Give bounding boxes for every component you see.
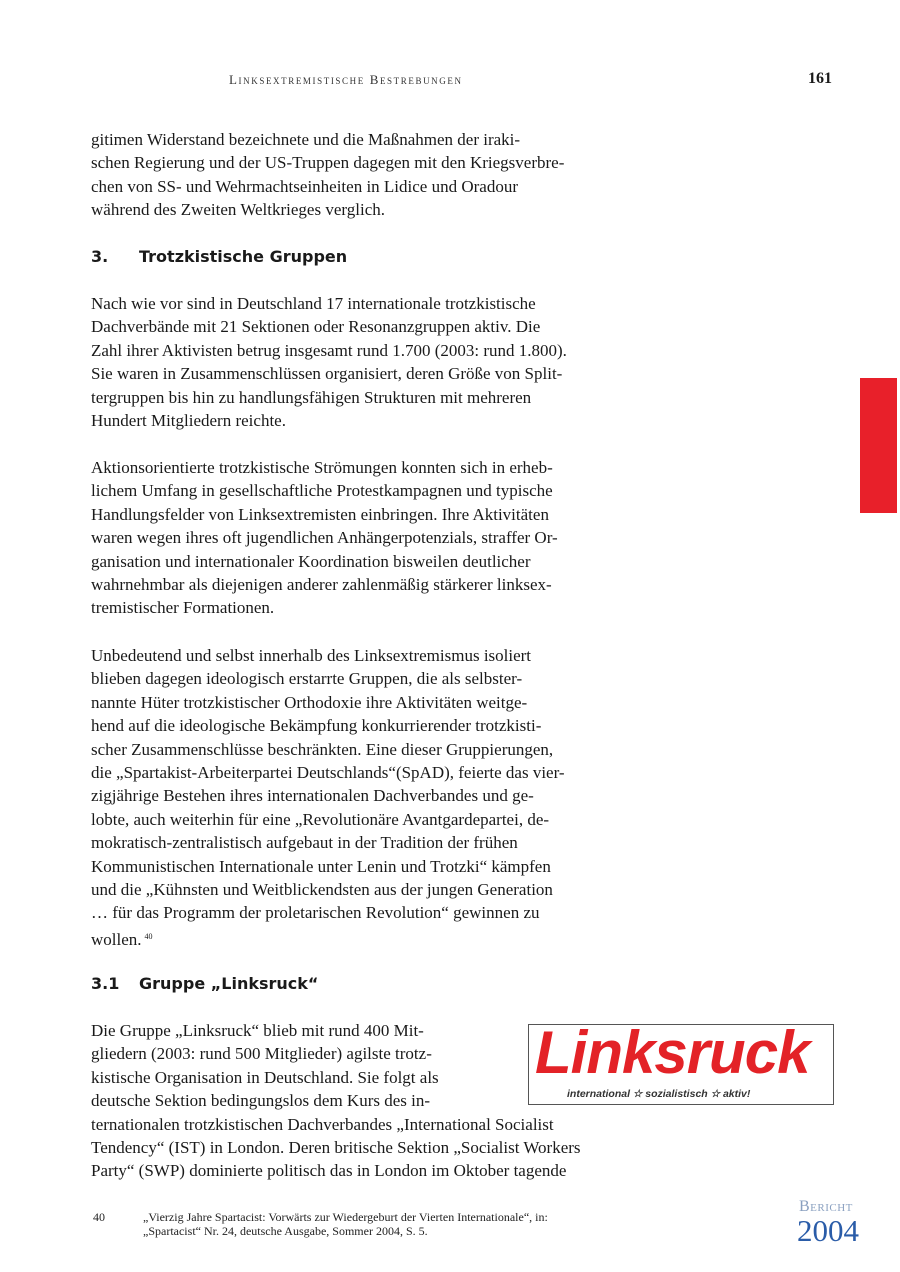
text-line: gitimen Widerstand bezeichnete und die Maßnahmen der iraki- — [91, 130, 521, 149]
paragraph-2 — [91, 292, 567, 432]
heading-gruppe-linksruck — [91, 974, 318, 994]
text-line: mokratisch-zentralistisch aufgebaut in der Tradition der frühen — [91, 833, 518, 853]
linksruck-logo — [528, 1024, 834, 1105]
text-line: „Vierzig Jahre Spartacist: Vorwärts zur Wiedergeburt der Vierten Internationale“, in: — [143, 1210, 548, 1224]
text-line: Die Gruppe „Linksruck“ blieb mit rund 400 Mit- — [91, 1021, 424, 1040]
text-line: wahrnehmbar als diejenigen anderer zahlenmäßig stärkerer linksex- — [91, 575, 552, 595]
heading-trotzkistische-gruppen — [91, 247, 347, 267]
text-line: Unbedeutend und selbst innerhalb des Linksextremismus isoliert — [91, 646, 532, 665]
text-line: Zahl ihrer Aktivisten betrug insgesamt rund 1.700 (2003: rund 1.800). — [91, 340, 567, 360]
text-line: Tendency“ (IST) in London. Deren britische Sektion „Socialist Workers — [91, 1138, 581, 1158]
footnote-number: 40 — [93, 1210, 105, 1224]
brand-year: 2004 — [797, 1213, 859, 1248]
footnote-text — [143, 1210, 548, 1238]
text-line-content: wollen. — [91, 929, 142, 949]
paragraph-1 — [91, 128, 564, 222]
text-line: kistische Organisation in Deutschland. Sie folgt als — [91, 1067, 439, 1087]
text-line: gliedern (2003: rund 500 Mitglieder) agilste trotz- — [91, 1044, 432, 1064]
text-line: die „Spartakist-Arbeiterpartei Deutschlands“(SpAD), feierte das vier- — [91, 763, 565, 783]
heading-title: Gruppe „Linksruck“ — [139, 974, 319, 993]
heading-title: Trotzkistische Gruppen — [139, 247, 348, 266]
text-line: hend auf die ideologische Bekämpfung konkurrierender trotzkisti- — [91, 716, 542, 736]
text-line: Kommunistischen Internationale unter Lenin und Trotzki“ kämpfen — [91, 856, 551, 876]
text-line: … für das Programm der proletarischen Revolution“ gewinnen zu — [91, 903, 540, 923]
text-line: Handlungsfelder von Linksextremisten einbringen. Ihre Aktivitäten — [91, 504, 549, 524]
section-marker-bar — [860, 378, 897, 513]
heading-number: 3. — [91, 247, 109, 266]
page-number: 161 — [808, 70, 832, 87]
heading-number: 3.1 — [91, 974, 120, 993]
text-line: ganisation und internationaler Koordination bisweilen deutlicher — [91, 551, 531, 571]
text-line: ternationalen trotzkistischen Dachverbandes „International Socialist — [91, 1114, 554, 1134]
paragraph-4 — [91, 644, 565, 951]
text-line: Party“ (SWP) dominierte politisch das in London im Oktober tagende — [91, 1161, 567, 1181]
text-line — [91, 925, 565, 951]
text-line: chen von SS- und Wehrmachtseinheiten in Lidice und Oradour — [91, 176, 518, 196]
text-line: nannte Hüter trotzkistischer Orthodoxie ihre Aktivitäten weitge- — [91, 692, 528, 712]
text-line: zigjährige Bestehen ihres internationalen Dachverbandes und ge- — [91, 786, 534, 806]
text-line: lobte, auch weiterhin für eine „Revolutionäre Avantgardepartei, de- — [91, 809, 550, 829]
text-line: Hundert Mitgliedern reichte. — [91, 411, 286, 431]
brand-label: Bericht — [799, 1198, 853, 1215]
text-line: schen Regierung und der US-Truppen dagegen mit den Kriegsverbre- — [91, 153, 565, 173]
text-line: Nach wie vor sind in Deutschland 17 internationale trotzkistische — [91, 294, 536, 313]
text-line: während des Zweiten Weltkrieges verglich. — [91, 200, 385, 220]
text-line: Aktionsorientierte trotzkistische Strömungen konnten sich in erheb- — [91, 458, 553, 477]
logo-tagline: international ☆ sozialistisch ☆ aktiv! — [567, 1088, 751, 1100]
paragraph-5 — [91, 1019, 581, 1183]
text-line: deutsche Sektion bedingungslos dem Kurs des in- — [91, 1091, 431, 1111]
text-line: waren wegen ihres oft jugendlichen Anhängerpotenzials, straffer Or- — [91, 528, 558, 548]
logo-wordmark: Linksruck — [535, 1024, 810, 1086]
running-header: Linksextremistische Bestrebungen — [229, 72, 463, 87]
text-line: lichem Umfang in gesellschaftliche Protestkampagnen und typische — [91, 481, 553, 501]
text-line: tremistischer Formationen. — [91, 598, 275, 618]
text-line: Dachverbände mit 21 Sektionen oder Resonanzgruppen aktiv. Die — [91, 317, 541, 337]
text-line: scher Zusammenschlüsse beschränkten. Eine dieser Gruppierungen, — [91, 739, 554, 759]
text-line: Sie waren in Zusammenschlüssen organisiert, deren Größe von Split- — [91, 364, 563, 384]
text-line: blieben dagegen ideologisch erstarrte Gruppen, die als selbster- — [91, 669, 523, 689]
text-line: „Spartacist“ Nr. 24, deutsche Ausgabe, Sommer 2004, S. 5. — [143, 1224, 428, 1238]
text-line: und die „Kühnsten und Weitblickendsten aus der jungen Generation — [91, 880, 553, 900]
paragraph-3 — [91, 456, 558, 620]
text-line: tergruppen bis hin zu handlungsfähigen Strukturen mit mehreren — [91, 387, 532, 407]
footnote-reference[interactable]: 40 — [144, 931, 153, 941]
